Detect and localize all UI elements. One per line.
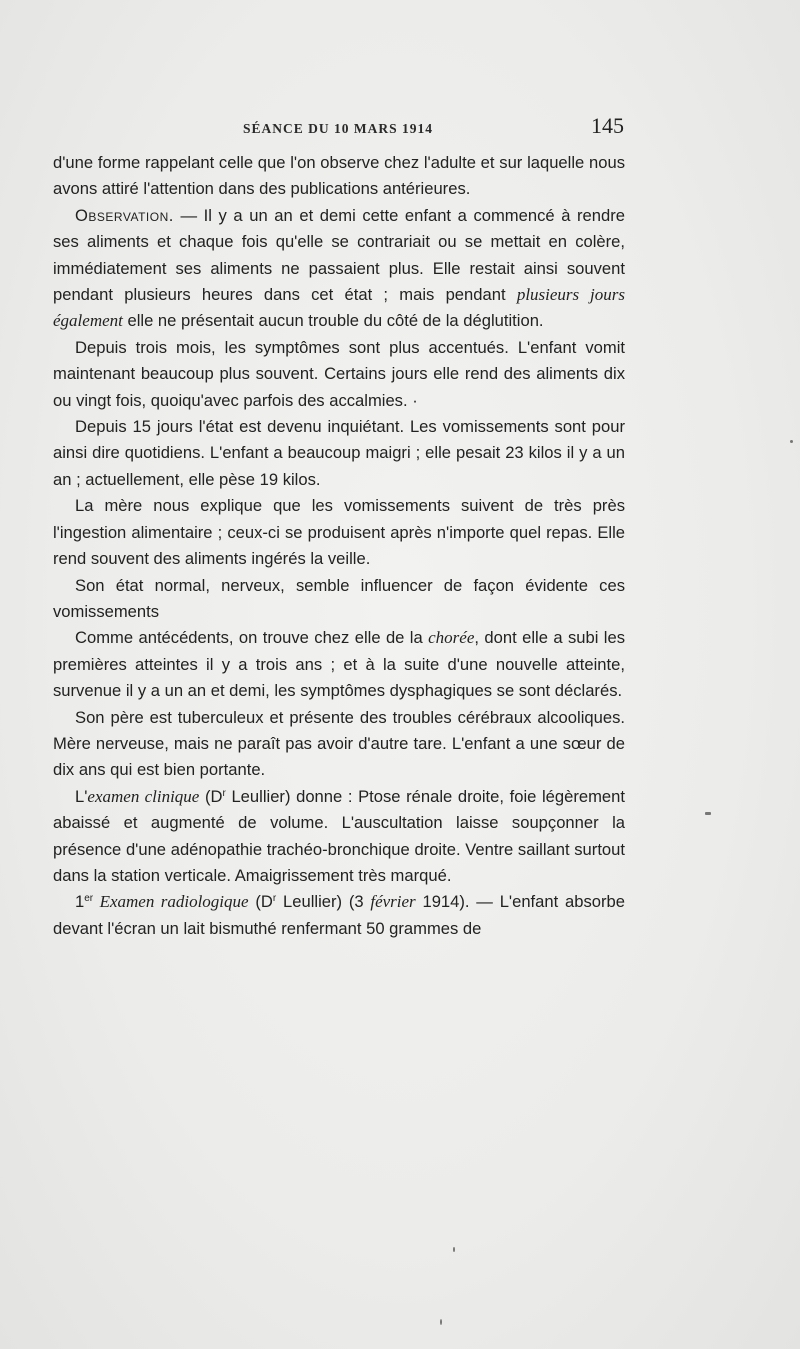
paragraph: Son état normal, nerveux, semble influencer de façon évidente ces vomissements	[53, 575, 625, 621]
italic-term: février	[370, 892, 416, 912]
body-text	[53, 150, 625, 942]
paragraph: Son père est tuberculeux et présente des troubles cérébraux alcooliques. Mère nerveuse, mais ne paraît pas avoir d'autre tare. L'enfant a une sœur de dix ans qui est bien portante.	[53, 707, 625, 780]
paragraph-examen-clinique: L'examen clinique ($D^r$ Leullier) donne : Ptose rénale droite, foie légèrement abaissé et augmenté de volume. L'auscultation laisse soupçonner la présence d'une adénopathie trachéo-bronchique droite. Ventre saillant surtout dans la station verticale. Amaigrissement très marqué.	[53, 786, 625, 885]
paragraph: Depuis 15 jours l'état est devenu inquiétant. Les vomissements sont pour ainsi dire quotidiens. L'enfant a beaucoup maigri ; elle pesait 23 kilos il y a un an ; actuellement, elle pèse 19 kilos.	[53, 417, 625, 489]
italic-term: Examen radiologique	[93, 892, 249, 912]
italic-term: chorée	[428, 628, 475, 648]
paragraph: d'une forme rappelant celle que l'on observe chez l'adulte et sur laquelle nous avons attiré l'attention dans des publications antérieures.	[53, 153, 625, 199]
paragraph-examen-radiologique: 1er Examen radiologique ($D^r$ Leullier) (3 février 1914). — L'enfant absorbe devant l'écran un lait bismuthé renfermant 50 grammes de	[53, 892, 625, 938]
paragraph: La mère nous explique que les vomissements suivent de très près l'ingestion alimentaire ; ceux-ci se produisent après n'importe quel repas. Elle rend souvent des aliments ingérés la veille.	[53, 496, 625, 569]
italic-term: examen clinique	[87, 786, 200, 806]
paragraph-observation: Observation. — Il y a un an et demi cette enfant a commencé à rendre ses aliments et chaque fois qu'elle se contrariait ou se mettait en colère, immédiatement ses aliments ne passaient plus. Elle restait ainsi souvent pendant plusieurs heures dans cet état ; mais pendant plusieurs jours également elle ne présentait aucun trouble du côté de la déglutition.	[53, 205, 625, 331]
running-head	[0, 113, 800, 143]
scan-speck	[790, 440, 793, 443]
page-number: 145	[591, 113, 624, 138]
scan-speck	[453, 1247, 455, 1252]
running-title: SÉANCE DU 10 MARS 1914	[243, 121, 434, 136]
italic-phrase: plusieurs jours également	[53, 285, 625, 331]
paragraph: Depuis trois mois, les symptômes sont plus accentués. L'enfant vomit maintenant beaucoup plus souvent. Certains jours elle rend des aliments dix ou vingt fois, quoiqu'avec parfois des accalmies. ·	[53, 337, 625, 410]
scan-speck	[705, 812, 711, 815]
scan-speck	[440, 1319, 442, 1325]
paragraph: Comme antécédents, on trouve chez elle de la chorée, dont elle a subi les premières atteintes il y a trois ans ; et à la suite d'une nouvelle atteinte, survenue il y a un an et demi, les symptômes dysphagiques se sont déclarés.	[53, 628, 625, 701]
section-label: Observation.	[75, 205, 174, 225]
